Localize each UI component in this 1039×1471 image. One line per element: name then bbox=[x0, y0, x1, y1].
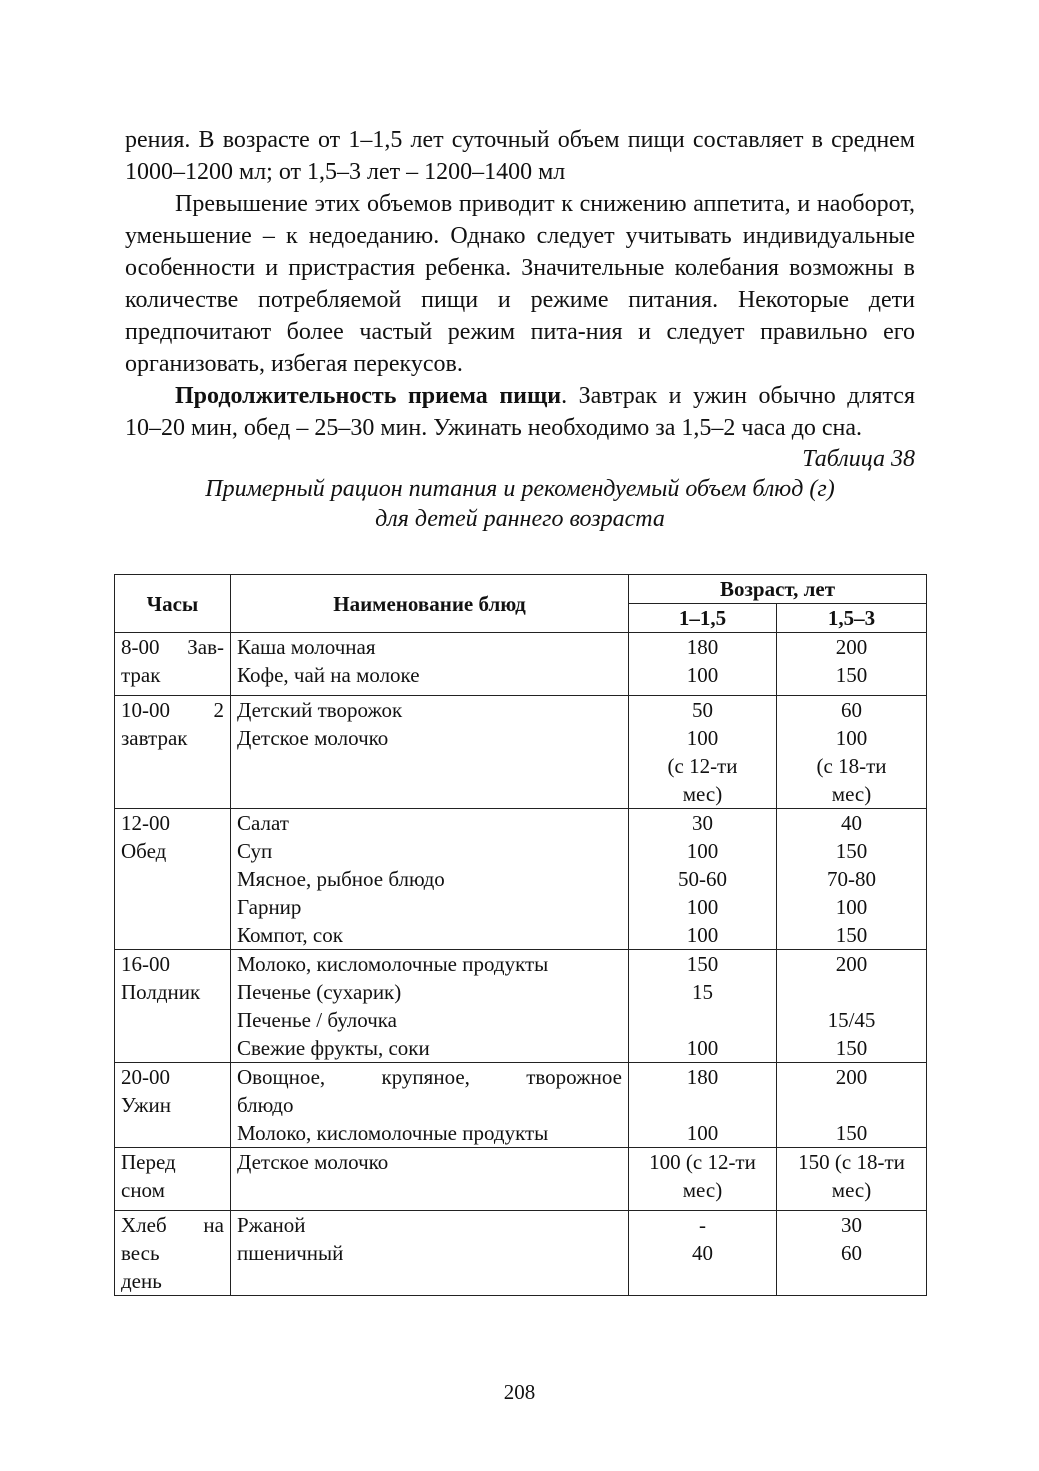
amount-age-2-cell bbox=[777, 809, 927, 950]
document-body bbox=[125, 124, 915, 534]
amount-age-1-cell bbox=[629, 1211, 777, 1296]
cell-line: мес) bbox=[831, 1178, 872, 1202]
cell-line bbox=[783, 1091, 920, 1119]
cell-line: 30 bbox=[692, 811, 713, 835]
cell-line: Овощное, крупяное, творожное bbox=[237, 1065, 622, 1089]
cell-line: 15/45 bbox=[827, 1008, 876, 1032]
cell-line: Полдник bbox=[121, 980, 201, 1004]
cell-line: Ужин bbox=[121, 1093, 172, 1117]
table-row bbox=[115, 1211, 927, 1296]
cell-line: Мясное, рыбное блюдо bbox=[237, 867, 445, 891]
table-row bbox=[115, 809, 927, 950]
meal-time-cell bbox=[115, 1211, 231, 1296]
amount-age-2-cell bbox=[777, 1211, 927, 1296]
paragraph-1: рения. В возрасте от 1–1,5 лет суточный объем пищи составляет в среднем 1000–1200 мл; от 1,5–3 лет – 1200–1400 мл bbox=[125, 127, 915, 185]
amount-age-1-cell bbox=[629, 1148, 777, 1211]
cell-line bbox=[783, 978, 920, 1006]
cell-line: Обед bbox=[121, 839, 167, 863]
ration-table bbox=[114, 574, 927, 1296]
cell-line: 20-00 bbox=[121, 1065, 170, 1089]
cell-line: 150 bbox=[835, 1121, 868, 1145]
cell-line: сном bbox=[121, 1178, 165, 1202]
cell-line: 40 bbox=[841, 811, 862, 835]
cell-line: (с 12-ти bbox=[667, 754, 738, 778]
meal-time-cell bbox=[115, 633, 231, 696]
header-age-2: 1,5–3 bbox=[777, 604, 927, 633]
table-row bbox=[115, 950, 927, 1063]
cell-line: 50 bbox=[692, 698, 713, 722]
cell-line: Перед bbox=[121, 1150, 176, 1174]
cell-line: 100 bbox=[686, 839, 719, 863]
header-age-1: 1–1,5 bbox=[629, 604, 777, 633]
amount-age-2-cell bbox=[777, 696, 927, 809]
paragraph-2: Превышение этих объемов приводит к снижению аппетита, и наоборот, уменьшение – к недоеданию. Однако следует учитывать индивидуальные особенности и пристрастия ребенка. Значительные колебания возможны в количестве потребляемой пищи и режиме питания. Некоторые дети предпочитают более частый режим пита-ния и следует правильно его организовать, избегая перекусов. bbox=[125, 191, 915, 377]
cell-line: Свежие фрукты, соки bbox=[237, 1036, 430, 1060]
dish-cell bbox=[231, 1211, 629, 1296]
meal-time-cell bbox=[115, 809, 231, 950]
cell-line: Суп bbox=[237, 839, 273, 863]
cell-line: 70-80 bbox=[827, 867, 876, 891]
dish-cell bbox=[231, 1148, 629, 1211]
cell-line: 100 bbox=[686, 663, 719, 687]
table-row bbox=[115, 1063, 927, 1148]
cell-line: 30 bbox=[841, 1213, 862, 1237]
cell-line: 50-60 bbox=[678, 867, 727, 891]
table-row bbox=[115, 1148, 927, 1211]
cell-line: 100 bbox=[686, 923, 719, 947]
cell-line: 100 bbox=[686, 895, 719, 919]
cell-line: 15 bbox=[692, 980, 713, 1004]
table-row bbox=[115, 696, 927, 809]
cell-line: Молоко, кисломолочные продукты bbox=[237, 1121, 549, 1145]
cell-line: 16-00 bbox=[121, 952, 170, 976]
cell-line: 200 bbox=[835, 952, 868, 976]
cell-line bbox=[635, 1006, 770, 1034]
cell-line: Каша молочная bbox=[237, 635, 376, 659]
cell-line: 100 bbox=[686, 1121, 719, 1145]
cell-line: 100 bbox=[835, 726, 868, 750]
cell-line: 12-00 bbox=[121, 811, 170, 835]
header-hours: Часы bbox=[115, 575, 231, 633]
amount-age-2-cell bbox=[777, 1148, 927, 1211]
cell-line: Детское молочко bbox=[237, 1150, 389, 1174]
meal-time-cell bbox=[115, 950, 231, 1063]
page-number: 208 bbox=[503, 1380, 536, 1404]
cell-line: мес) bbox=[682, 782, 723, 806]
cell-line: 150 bbox=[835, 839, 868, 863]
meal-time-cell bbox=[115, 696, 231, 809]
meal-time-cell bbox=[115, 1063, 231, 1148]
cell-line: Гарнир bbox=[237, 895, 302, 919]
amount-age-1-cell bbox=[629, 1063, 777, 1148]
cell-line: трак bbox=[121, 663, 161, 687]
cell-line: завтрак bbox=[121, 726, 188, 750]
amount-age-2-cell bbox=[777, 1063, 927, 1148]
cell-line: 200 bbox=[835, 1065, 868, 1089]
cell-line: Печенье / булочка bbox=[237, 1008, 397, 1032]
cell-line: 8-00 Зав- bbox=[121, 635, 224, 659]
cell-line: 60 bbox=[841, 698, 862, 722]
cell-line: 100 bbox=[686, 726, 719, 750]
table-row bbox=[115, 633, 927, 696]
cell-line: Детский творожок bbox=[237, 698, 403, 722]
amount-age-2-cell bbox=[777, 950, 927, 1063]
dish-cell bbox=[231, 809, 629, 950]
header-age: Возраст, лет bbox=[629, 575, 927, 604]
dish-cell bbox=[231, 950, 629, 1063]
cell-line: 150 bbox=[686, 952, 719, 976]
cell-line: Ржаной bbox=[237, 1213, 306, 1237]
paragraph-3-bold: Продолжительность приема пищи bbox=[175, 383, 562, 409]
cell-line: Салат bbox=[237, 811, 289, 835]
cell-line: весь bbox=[121, 1241, 160, 1265]
cell-line: - bbox=[699, 1213, 706, 1237]
cell-line: Компот, сок bbox=[237, 923, 343, 947]
dish-cell bbox=[231, 696, 629, 809]
cell-line: Детское молочко bbox=[237, 726, 389, 750]
amount-age-2-cell bbox=[777, 633, 927, 696]
cell-line: блюдо bbox=[237, 1093, 294, 1117]
cell-line: Хлеб на bbox=[121, 1213, 224, 1237]
paragraph-3-rest: . Завтрак и ужин обычно длятся 10–20 мин, обед – 25–30 мин. Ужинать необходимо за 1,5–2 часа до сна. bbox=[125, 383, 915, 441]
header-dish: Наименование блюд bbox=[231, 575, 629, 633]
cell-line: 100 bbox=[835, 895, 868, 919]
cell-line: 100 bbox=[686, 1036, 719, 1060]
cell-line: Кофе, чай на молоке bbox=[237, 663, 420, 687]
dish-cell bbox=[231, 633, 629, 696]
cell-line: 10-00 2 bbox=[121, 698, 224, 722]
table-caption-line2: для детей раннего возраста bbox=[375, 506, 665, 532]
cell-line: 200 bbox=[835, 635, 868, 659]
cell-line: 150 bbox=[835, 663, 868, 687]
amount-age-1-cell bbox=[629, 633, 777, 696]
table-caption-line1: Примерный рацион питания и рекомендуемый объем блюд (г) bbox=[205, 476, 835, 502]
cell-line: Молоко, кисломолочные продукты bbox=[237, 952, 549, 976]
cell-line: 100 (с 12-ти bbox=[649, 1150, 756, 1174]
cell-line: 180 bbox=[686, 1065, 719, 1089]
cell-line: 150 (с 18-ти bbox=[798, 1150, 905, 1174]
cell-line: (с 18-ти bbox=[816, 754, 887, 778]
cell-line: мес) bbox=[682, 1178, 723, 1202]
cell-line: пшеничный bbox=[237, 1241, 344, 1265]
cell-line: Печенье (сухарик) bbox=[237, 980, 402, 1004]
cell-line: мес) bbox=[831, 782, 872, 806]
cell-line bbox=[635, 1091, 770, 1119]
cell-line: 180 bbox=[686, 635, 719, 659]
cell-line: 40 bbox=[692, 1241, 713, 1265]
table-body bbox=[115, 633, 927, 1296]
paragraph-3 bbox=[125, 380, 915, 444]
cell-line: 150 bbox=[835, 1036, 868, 1060]
amount-age-1-cell bbox=[629, 809, 777, 950]
amount-age-1-cell bbox=[629, 950, 777, 1063]
cell-line: день bbox=[121, 1269, 162, 1293]
cell-line: 150 bbox=[835, 923, 868, 947]
meal-time-cell bbox=[115, 1148, 231, 1211]
dish-cell bbox=[231, 1063, 629, 1148]
table-label: Таблица 38 bbox=[802, 446, 915, 472]
cell-line: 60 bbox=[841, 1241, 862, 1265]
amount-age-1-cell bbox=[629, 696, 777, 809]
